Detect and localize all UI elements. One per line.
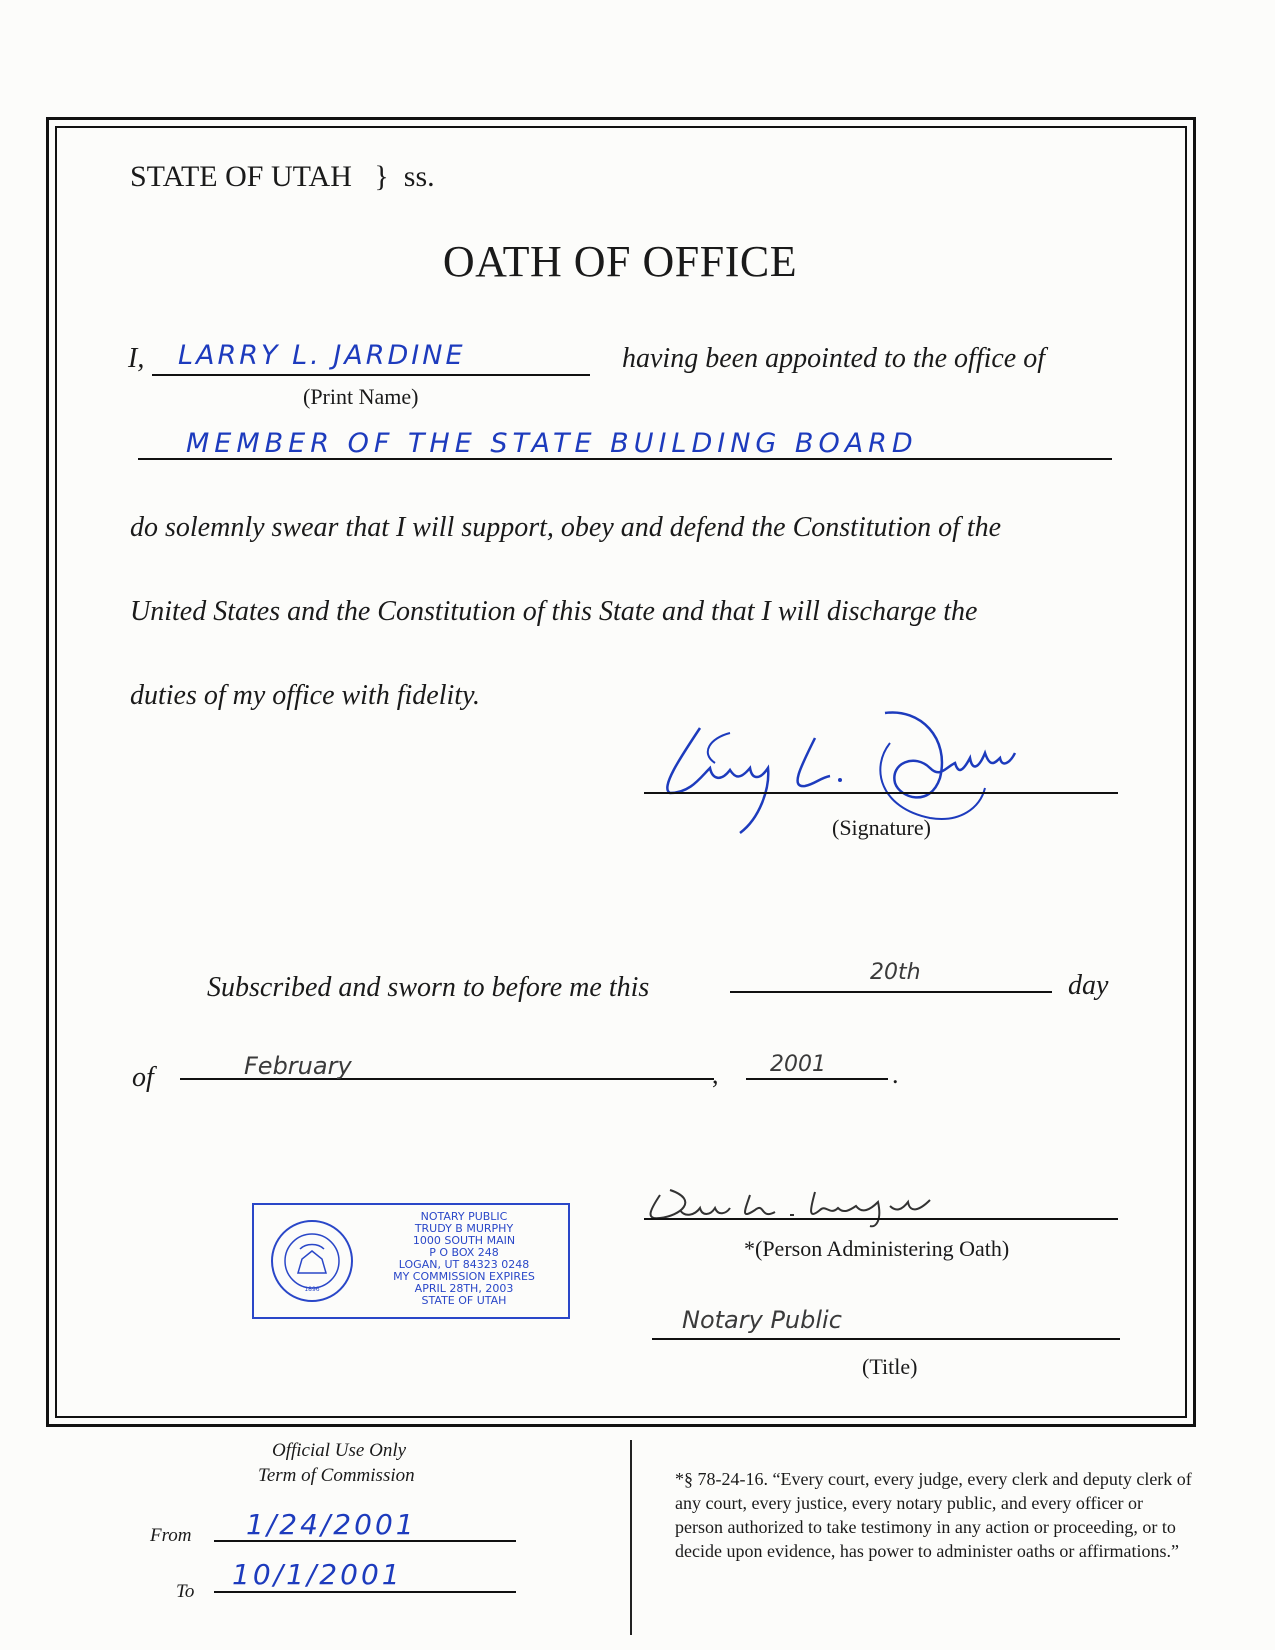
signature-label: (Signature) [832,815,931,840]
stamp-line: MY COMMISSION EXPIRES [393,1270,535,1283]
appointed-text: having been appointed to the office of [622,343,1046,374]
to-line [214,1591,516,1593]
subscribed-text: Subscribed and sworn to before me this [207,972,650,1003]
state-seal-icon [270,1219,354,1303]
day-value: 20th [870,960,921,985]
day-word: day [1068,970,1109,1001]
title-label: (Title) [862,1354,918,1379]
of-word: of [132,1062,154,1093]
comma: , [712,1060,719,1089]
stamp-line: STATE OF UTAH [421,1294,507,1307]
state-header [130,160,435,194]
brace: } [374,160,389,193]
oath-line-3: duties of my office with fidelity. [130,680,480,711]
year-value: 2001 [770,1052,826,1077]
i-prefix: I, [128,343,145,374]
to-label: To [176,1581,195,1602]
administering-label: *(Person Administering Oath) [744,1236,1010,1261]
document-title: OATH OF OFFICE [442,237,798,286]
official-use-label: Official Use Only [272,1440,407,1461]
month-value: February [244,1052,352,1080]
stamp-line: APRIL 28TH, 2003 [414,1282,514,1295]
period: . [892,1060,899,1089]
stamp-line: TRUDY B MURPHY [414,1222,514,1235]
print-name-value: LARRY L. JARDINE [178,340,466,371]
seal-year: 1896 [304,1286,320,1293]
stamp-line: LOGAN, UT 84323 0248 [398,1258,530,1271]
to-value: 10/1/2001 [232,1558,403,1591]
oath-line-2: United States and the Constitution of this State and that I will discharge the [130,596,978,627]
notary-stamp [252,1203,570,1319]
day-line [730,991,1052,993]
oath-line-1: do solemnly swear that I will support, obey and defend the Constitution of the [130,512,1002,543]
statute-text: *§ 78-24-16. “Every court, every judge, every clerk and deputy clerk of any court, every justice, every notary public, and every officer or person authorized to take testimony in any action or proceeding, or to decide upon evidence, has power to administer oaths or affirmations.” [675,1469,1192,1561]
stamp-line: NOTARY PUBLIC [420,1210,508,1223]
stamp-line: P O BOX 248 [429,1246,499,1259]
vertical-divider [630,1440,632,1635]
print-name-line [152,374,590,376]
signature-line [644,792,1118,794]
year-line [746,1078,888,1080]
title-value: Notary Public [682,1306,842,1334]
term-label: Term of Commission [258,1465,415,1486]
administering-line [644,1218,1118,1220]
office-value: MEMBER OF THE STATE BUILDING BOARD [186,428,918,459]
state-name: STATE OF UTAH [130,160,352,193]
ss-label: ss. [403,160,435,193]
from-value: 1/24/2001 [246,1508,417,1541]
from-label: From [150,1525,192,1546]
stamp-text [364,1211,564,1307]
title-line [652,1338,1120,1340]
print-name-label: (Print Name) [303,384,419,409]
administering-signature [640,1180,980,1230]
stamp-line: 1000 SOUTH MAIN [412,1234,516,1247]
